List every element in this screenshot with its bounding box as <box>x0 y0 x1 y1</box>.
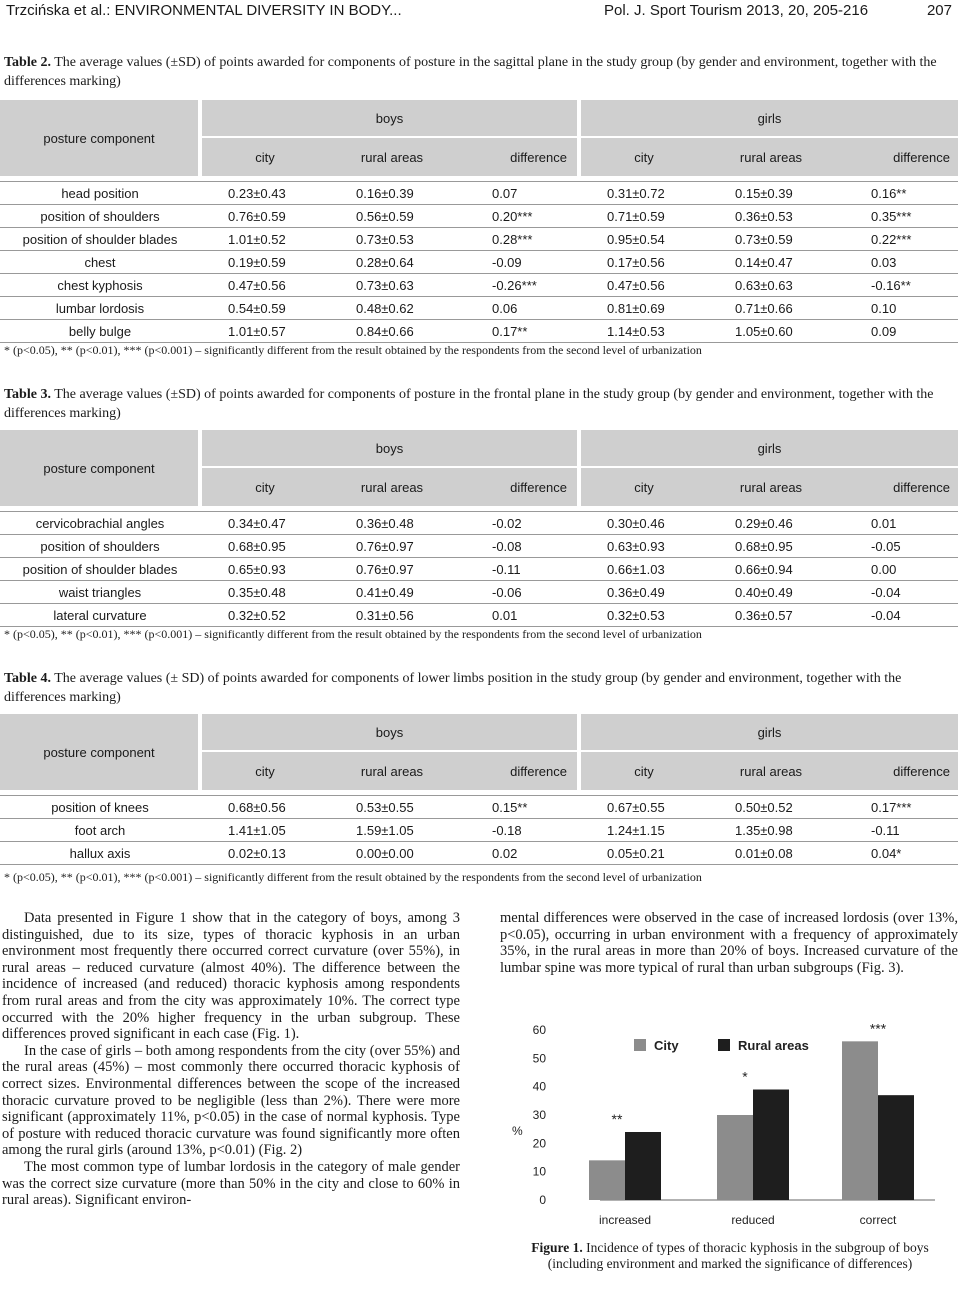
cell-value: -0.16** <box>835 274 958 297</box>
row-label: chest <box>0 251 200 274</box>
table-row <box>0 320 958 343</box>
cell-value: 0.76±0.97 <box>328 535 456 558</box>
cell-value: 1.01±0.57 <box>200 320 328 343</box>
cell-value: 0.35±0.48 <box>200 581 328 604</box>
significance-marker: ** <box>611 1111 623 1127</box>
cell-value: 0.06 <box>456 297 579 320</box>
cell-value: 0.17*** <box>835 796 958 819</box>
cell-value: -0.04 <box>835 581 958 604</box>
table3-caption-text: The average values (±SD) of points awarded for components of posture in the frontal plane in the study group (by gender and environment, together with the differences marking) <box>4 387 934 421</box>
table-row <box>0 581 958 604</box>
cell-value: 0.05±0.21 <box>579 842 707 865</box>
cell-value: 0.14±0.47 <box>707 251 835 274</box>
cell-value: 0.07 <box>456 182 579 205</box>
header-boys-city: city <box>200 137 328 176</box>
row-label: lumbar lordosis <box>0 297 200 320</box>
cell-value: -0.26*** <box>456 274 579 297</box>
header-boys-rural: rural areas <box>328 137 456 176</box>
header-row <box>0 430 958 467</box>
cell-value: 0.02 <box>456 842 579 865</box>
cell-value: 0.36±0.57 <box>707 604 835 627</box>
header-boys-city: city <box>200 751 328 790</box>
table3 <box>0 430 958 627</box>
header-boys-city: city <box>200 467 328 506</box>
cell-value: 0.28*** <box>456 228 579 251</box>
cell-value: 1.05±0.60 <box>707 320 835 343</box>
cell-value: -0.18 <box>456 819 579 842</box>
table-row <box>0 205 958 228</box>
significance-marker: * <box>742 1068 748 1085</box>
header-girls: girls <box>579 714 958 751</box>
header-girls-diff: difference <box>835 137 958 176</box>
cell-value: 0.56±0.59 <box>328 205 456 228</box>
header-posture-component: posture component <box>0 714 200 790</box>
cell-value: 0.68±0.95 <box>707 535 835 558</box>
body-text-right <box>500 910 958 976</box>
table2-caption <box>4 53 944 91</box>
cell-value: 1.59±1.05 <box>328 819 456 842</box>
header-boys: boys <box>200 430 579 467</box>
y-tick-label: 30 <box>532 1108 546 1122</box>
cell-value: 0.28±0.64 <box>328 251 456 274</box>
header-girls: girls <box>579 100 958 137</box>
cell-value: 0.34±0.47 <box>200 512 328 535</box>
legend-label: Rural areas <box>738 1038 809 1053</box>
cell-value: -0.04 <box>835 604 958 627</box>
cell-value: 0.95±0.54 <box>579 228 707 251</box>
cell-value: 0.66±1.03 <box>579 558 707 581</box>
page-number: 207 <box>926 2 952 19</box>
bar-city-reduced <box>717 1115 753 1200</box>
table-row <box>0 604 958 627</box>
table3-footnote: * (p<0.05), ** (p<0.01), *** (p<0.001) – significantly different from the result obtained by the respondents from the second level of urbanization <box>4 627 702 641</box>
table-row <box>0 274 958 297</box>
cell-value: 0.76±0.97 <box>328 558 456 581</box>
header-boys: boys <box>200 100 579 137</box>
header-girls-city: city <box>579 137 707 176</box>
cell-value: 0.50±0.52 <box>707 796 835 819</box>
header-boys-diff: difference <box>456 137 579 176</box>
header-authors: Trzcińska et al.: ENVIRONMENTAL DIVERSITY IN BODY... <box>6 2 402 19</box>
table2-caption-text: The average values (±SD) of points awarded for components of posture in the sagittal plane in the study group (by gender and environment, together with the differences marking) <box>4 55 937 89</box>
cell-value: 0.68±0.56 <box>200 796 328 819</box>
cell-value: 0.00±0.00 <box>328 842 456 865</box>
cell-value: 0.68±0.95 <box>200 535 328 558</box>
figure1-caption <box>506 1240 954 1272</box>
cell-value: 0.09 <box>835 320 958 343</box>
cell-value: 0.63±0.63 <box>707 274 835 297</box>
cell-value: 0.17±0.56 <box>579 251 707 274</box>
cell-value: 0.36±0.53 <box>707 205 835 228</box>
y-tick-label: 20 <box>532 1136 546 1151</box>
row-label: foot arch <box>0 819 200 842</box>
table2-label: Table 2. <box>4 55 51 70</box>
row-label: position of shoulders <box>0 535 200 558</box>
bar-rural-areas-correct <box>878 1095 914 1200</box>
cell-value: 0.76±0.59 <box>200 205 328 228</box>
row-label: head position <box>0 182 200 205</box>
cell-value: 0.31±0.72 <box>579 182 707 205</box>
table4-caption <box>4 669 944 707</box>
cell-value: 0.23±0.43 <box>200 182 328 205</box>
cell-value: 0.84±0.66 <box>328 320 456 343</box>
table2-footnote: * (p<0.05), ** (p<0.01), *** (p<0.001) – significantly different from the result obtained by the respondents from the second level of urbanization <box>4 343 702 357</box>
cell-value: 0.53±0.55 <box>328 796 456 819</box>
table-row <box>0 251 958 274</box>
header-posture-component: posture component <box>0 430 200 506</box>
table-row <box>0 297 958 320</box>
cell-value: -0.02 <box>456 512 579 535</box>
header-girls-rural: rural areas <box>707 137 835 176</box>
table-row <box>0 819 958 842</box>
cell-value: 0.71±0.59 <box>579 205 707 228</box>
cell-value: -0.08 <box>456 535 579 558</box>
header-girls-diff: difference <box>835 467 958 506</box>
x-tick-label: correct <box>859 1213 897 1227</box>
row-label: position of knees <box>0 796 200 819</box>
cell-value: 0.81±0.69 <box>579 297 707 320</box>
header-girls: girls <box>579 430 958 467</box>
bar-city-correct <box>842 1041 878 1200</box>
cell-value: 0.66±0.94 <box>707 558 835 581</box>
table4-caption-text: The average values (± SD) of points awarded for components of lower limbs position in the study group (by gender and environment, together with the differences marking) <box>4 671 902 705</box>
cell-value: 0.67±0.55 <box>579 796 707 819</box>
bar-rural-areas-reduced <box>753 1090 789 1201</box>
row-label: cervicobrachial angles <box>0 512 200 535</box>
row-label: position of shoulder blades <box>0 228 200 251</box>
y-tick-label: 50 <box>532 1051 546 1066</box>
cell-value: 0.15±0.39 <box>707 182 835 205</box>
cell-value: 0.16** <box>835 182 958 205</box>
cell-value: 0.47±0.56 <box>579 274 707 297</box>
header-boys-diff: difference <box>456 467 579 506</box>
table-row <box>0 512 958 535</box>
cell-value: -0.06 <box>456 581 579 604</box>
cell-value: 0.22*** <box>835 228 958 251</box>
y-axis-label: % <box>512 1124 523 1138</box>
table2 <box>0 100 958 343</box>
cell-value: 0.17** <box>456 320 579 343</box>
cell-value: 0.03 <box>835 251 958 274</box>
cell-value: 0.35*** <box>835 205 958 228</box>
cell-value: 0.47±0.56 <box>200 274 328 297</box>
y-tick-label: 10 <box>532 1164 546 1179</box>
cell-value: -0.11 <box>835 819 958 842</box>
x-tick-label: reduced <box>731 1213 775 1227</box>
cell-value: -0.09 <box>456 251 579 274</box>
cell-value: 0.31±0.56 <box>328 604 456 627</box>
cell-value: 0.73±0.53 <box>328 228 456 251</box>
cell-value: 0.04* <box>835 842 958 865</box>
row-label: chest kyphosis <box>0 274 200 297</box>
paragraph: Data presented in Figure 1 show that in the category of boys, among 3 distinguished, due to its size, types of thoracic kyphosis in an urban environment most frequently there occurred correct curvature (over 55%), in rural areas – reduced curvature (almost 40%). The difference between the incidence of increased (and reduced) thoracic kyphosis among respondents from rural areas and from the city was approximately 10%. The correct type occurred with the 20% higher frequency in the urban subgroup. These differences proved significant in each case (Fig. 1). <box>2 910 460 1043</box>
y-tick-label: 0 <box>539 1193 546 1207</box>
cell-value: 1.01±0.52 <box>200 228 328 251</box>
figure1-caption-text: Incidence of types of thoracic kyphosis in the subgroup of boys (including environment and marked the significance of differences) <box>547 1240 929 1271</box>
header-girls-city: city <box>579 751 707 790</box>
table-row <box>0 228 958 251</box>
figure1-label: Figure 1. <box>531 1240 583 1255</box>
row-label: belly bulge <box>0 320 200 343</box>
table-row <box>0 182 958 205</box>
cell-value: 0.36±0.48 <box>328 512 456 535</box>
cell-value: 0.32±0.52 <box>200 604 328 627</box>
table4-label: Table 4. <box>4 671 51 686</box>
table-row <box>0 796 958 819</box>
running-header <box>6 2 952 26</box>
cell-value: 0.40±0.49 <box>707 581 835 604</box>
cell-value: 0.54±0.59 <box>200 297 328 320</box>
paragraph: In the case of girls – both among respondents from the city (over 55%) and the rural areas (45%) – most commonly there occurred thoracic kyphosis of correct sizes. Environmental differences between the scope of the increased thoracic curvature proved to be negligible (less than 2%). There were more significant (approximately 11%, p<0.05) in the case of normal kyphosis. Type of posture with reduced thoracic curvature was found significantly more often among the rural girls (around 13%, p<0.01) (Fig. 2) <box>2 1042 460 1159</box>
table-row <box>0 842 958 865</box>
cell-value: 1.24±1.15 <box>579 819 707 842</box>
cell-value: 0.71±0.66 <box>707 297 835 320</box>
cell-value: 1.14±0.53 <box>579 320 707 343</box>
cell-value: 0.01 <box>835 512 958 535</box>
header-boys-rural: rural areas <box>328 751 456 790</box>
legend-swatch <box>718 1039 730 1051</box>
bar-city-increased <box>589 1160 625 1200</box>
cell-value: 0.15** <box>456 796 579 819</box>
cell-value: -0.11 <box>456 558 579 581</box>
table3-label: Table 3. <box>4 387 51 402</box>
row-label: position of shoulder blades <box>0 558 200 581</box>
x-tick-label: increased <box>598 1213 652 1227</box>
cell-value: -0.05 <box>835 535 958 558</box>
header-boys-diff: difference <box>456 751 579 790</box>
header-posture-component: posture component <box>0 100 200 176</box>
header-girls-rural: rural areas <box>707 751 835 790</box>
y-tick-label: 60 <box>532 1023 546 1037</box>
header-journal: Pol. J. Sport Tourism 2013, 20, 205-216 <box>604 2 869 19</box>
table3-caption <box>4 385 944 423</box>
cell-value: 0.73±0.63 <box>328 274 456 297</box>
cell-value: 0.30±0.46 <box>579 512 707 535</box>
cell-value: 1.35±0.98 <box>707 819 835 842</box>
significance-marker: *** <box>869 1020 887 1037</box>
cell-value: 0.01±0.08 <box>707 842 835 865</box>
bar-rural-areas-increased <box>625 1132 661 1200</box>
header-boys: boys <box>200 714 579 751</box>
header-row <box>0 100 958 137</box>
cell-value: 0.29±0.46 <box>707 512 835 535</box>
cell-value: 0.02±0.13 <box>200 842 328 865</box>
header-girls-diff: difference <box>835 751 958 790</box>
cell-value: 0.65±0.93 <box>200 558 328 581</box>
cell-value: 0.63±0.93 <box>579 535 707 558</box>
cell-value: 1.41±1.05 <box>200 819 328 842</box>
row-label: hallux axis <box>0 842 200 865</box>
cell-value: 0.41±0.49 <box>328 581 456 604</box>
legend-label: City <box>654 1038 679 1053</box>
row-label: waist triangles <box>0 581 200 604</box>
table-row <box>0 558 958 581</box>
header-row <box>0 714 958 751</box>
legend-swatch <box>634 1039 646 1051</box>
row-label: lateral curvature <box>0 604 200 627</box>
cell-value: 0.20*** <box>456 205 579 228</box>
paragraph: The most common type of lumbar lordosis in the category of male gender was the correct size curvature (more than 50% in the city and close to 60% in rural areas). Significant environ- <box>2 1158 460 1209</box>
header-girls-rural: rural areas <box>707 467 835 506</box>
y-tick-label: 40 <box>532 1079 546 1094</box>
table4-footnote: * (p<0.05), ** (p<0.01), *** (p<0.001) – significantly different from the result obtained by the respondents from the second level of urbanization <box>4 870 702 884</box>
paragraph: mental differences were observed in the case of increased lordosis (over 13%, p<0.05), occurring in urban environment with a frequency of approximately 35%, in the rural areas in more than 20% of boys. Increased curvature of the lumbar spine was more typical of rural than urban subgroups (Fig. 3). <box>500 910 958 976</box>
figure1-chart <box>500 1018 940 1230</box>
table-row <box>0 535 958 558</box>
cell-value: 0.32±0.53 <box>579 604 707 627</box>
cell-value: 0.48±0.62 <box>328 297 456 320</box>
header-girls-city: city <box>579 467 707 506</box>
cell-value: 0.16±0.39 <box>328 182 456 205</box>
cell-value: 0.73±0.59 <box>707 228 835 251</box>
cell-value: 0.00 <box>835 558 958 581</box>
cell-value: 0.01 <box>456 604 579 627</box>
row-label: position of shoulders <box>0 205 200 228</box>
header-boys-rural: rural areas <box>328 467 456 506</box>
table4 <box>0 714 958 865</box>
body-text-left <box>2 910 460 1209</box>
cell-value: 0.36±0.49 <box>579 581 707 604</box>
cell-value: 0.10 <box>835 297 958 320</box>
cell-value: 0.19±0.59 <box>200 251 328 274</box>
